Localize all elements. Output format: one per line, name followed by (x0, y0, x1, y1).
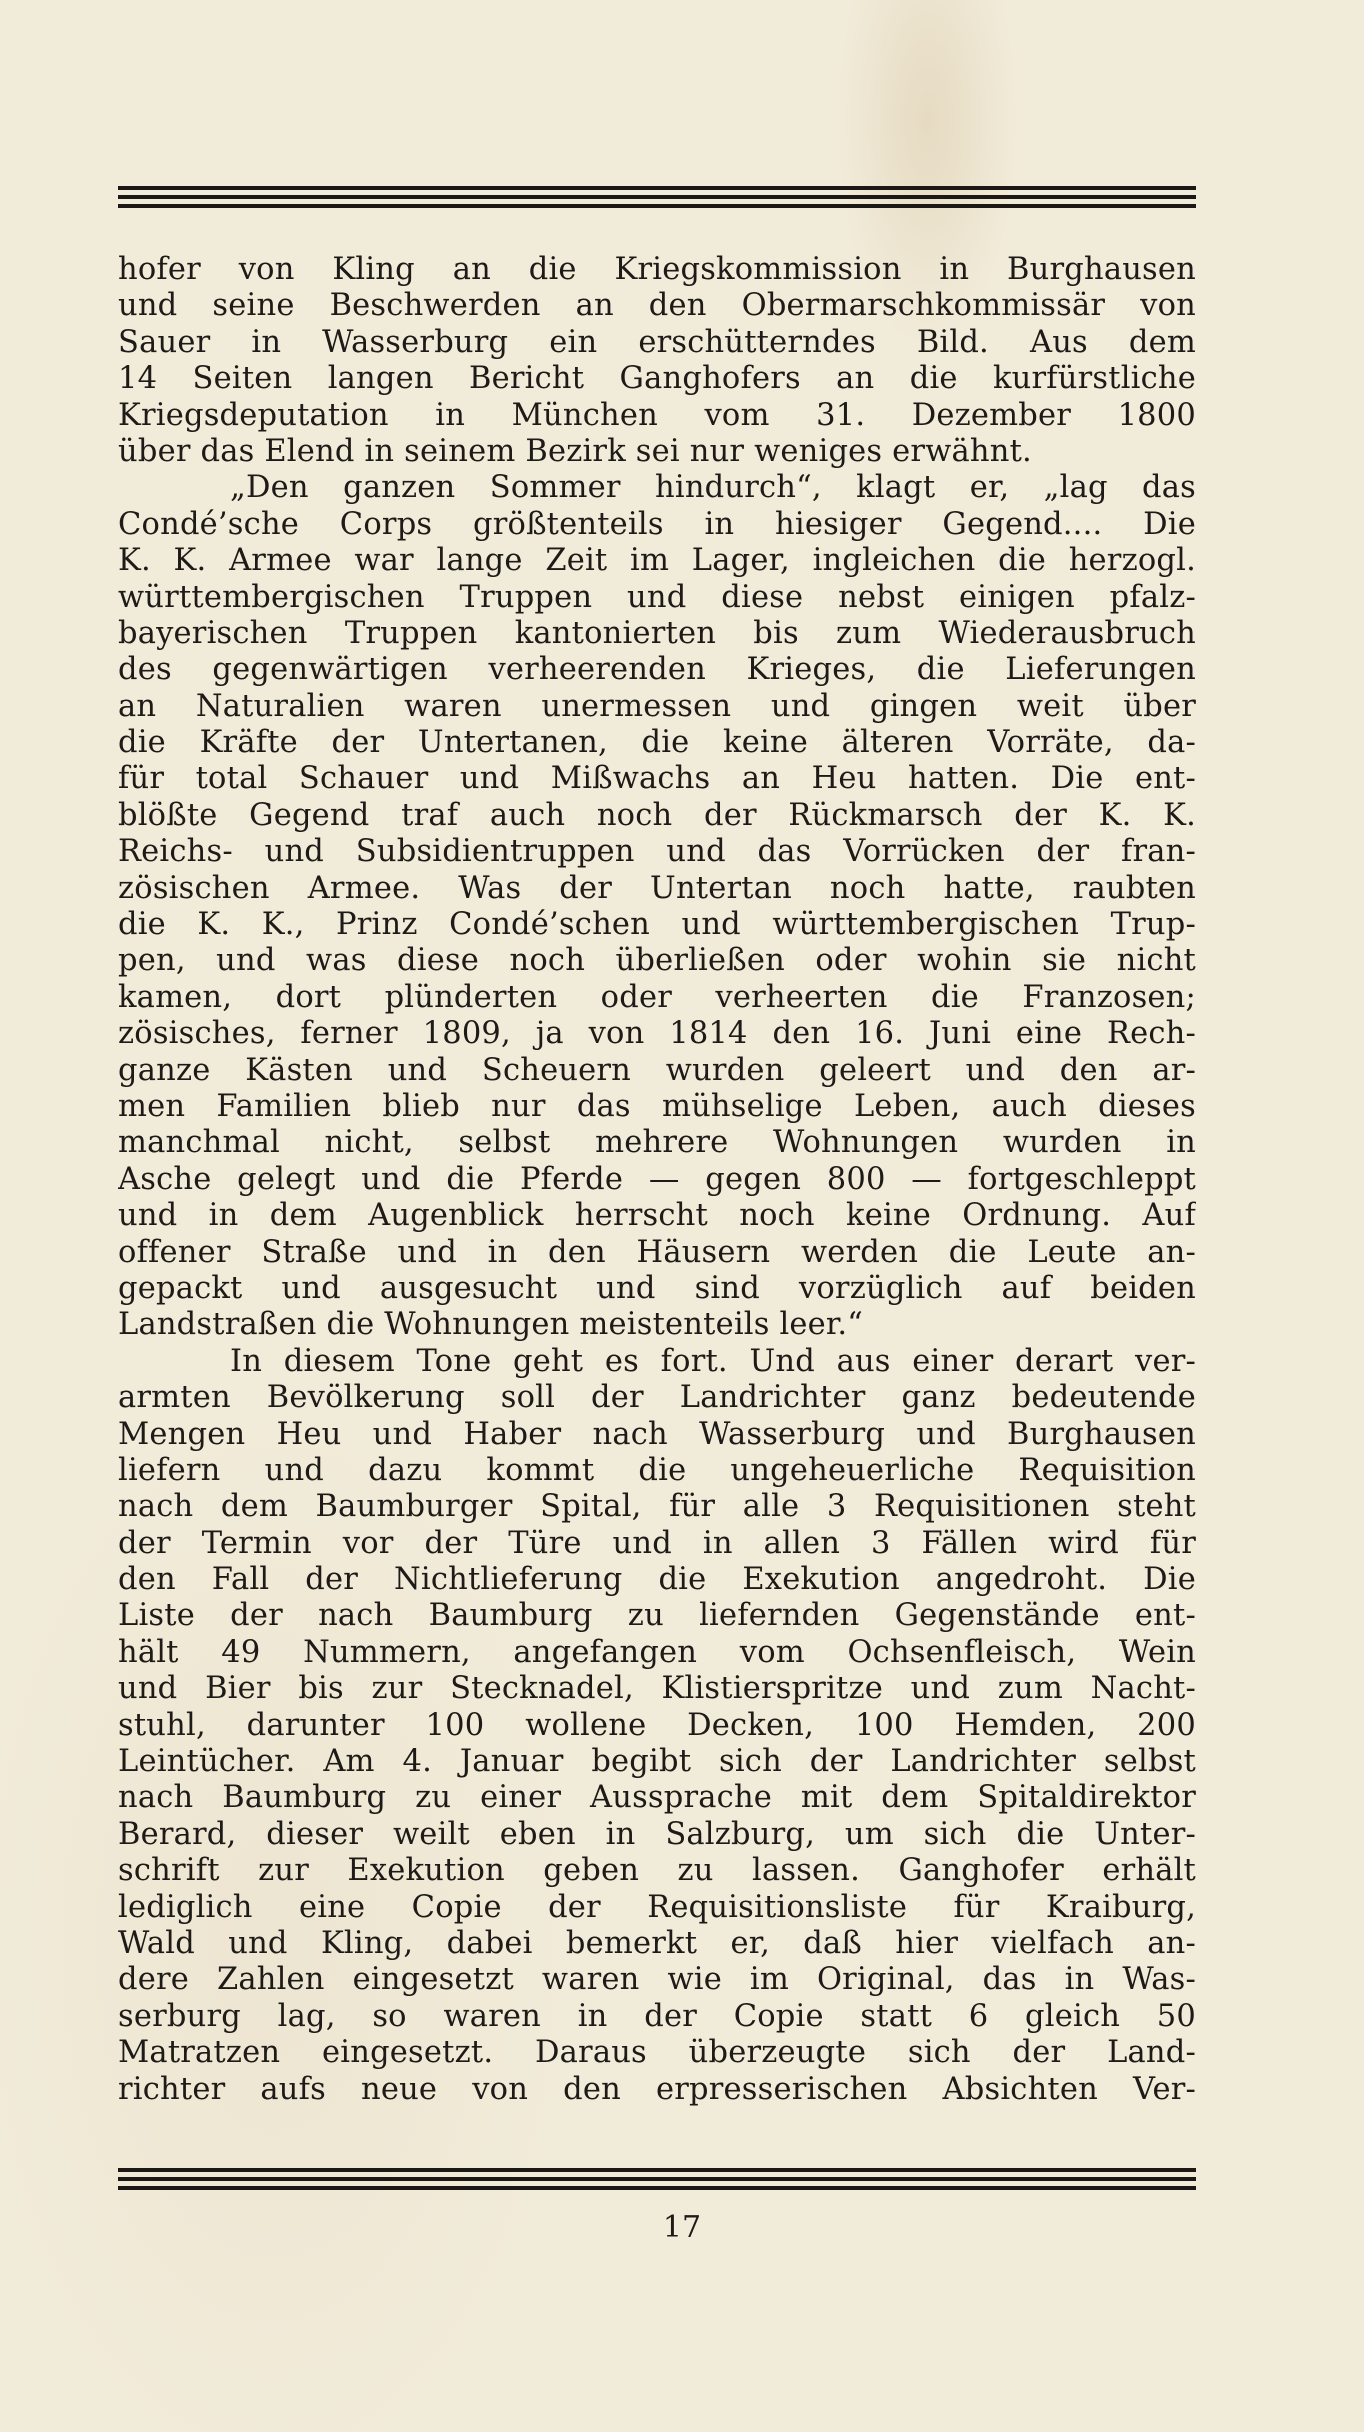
text-line: für total Schauer und Mißwachs an Heu hatten. Die ent- (118, 761, 1196, 797)
text-line: serburg lag, so waren in der Copie statt 6 gleich 50 (118, 1998, 1196, 2034)
text-line: offener Straße und in den Häusern werden die Leute an- (118, 1234, 1196, 1270)
text-line: pen, und was diese noch überließen oder wohin sie nicht (118, 943, 1196, 979)
bottom-rule-line (118, 2168, 1196, 2172)
text-line: In diesem Tone geht es fort. Und aus einer derart ver- (230, 1343, 1196, 1379)
text-line: K. K. Armee war lange Zeit im Lager, ingleichen die herzogl. (118, 543, 1196, 579)
text-line: Leintücher. Am 4. Januar begibt sich der Landrichter selbst (118, 1744, 1196, 1780)
text-line: nach dem Baumburger Spital, für alle 3 Requisitionen steht (118, 1489, 1196, 1525)
bottom-double-rule (118, 2168, 1196, 2195)
page-number: 17 (662, 2210, 702, 2245)
text-line: an Naturalien waren unermessen und gingen weit über (118, 688, 1196, 724)
bottom-rule-line (118, 2177, 1196, 2181)
bottom-rule-line (118, 2186, 1196, 2190)
text-line: den Fall der Nichtlieferung die Exekution angedroht. Die (118, 1562, 1196, 1598)
text-line: und in dem Augenblick herrscht noch keine Ordnung. Auf (118, 1198, 1196, 1234)
text-line: der Termin vor der Türe und in allen 3 Fällen wird für (118, 1525, 1196, 1561)
text-line: nach Baumburg zu einer Aussprache mit dem Spitaldirektor (118, 1780, 1196, 1816)
text-line: und seine Beschwerden an den Obermarschkommissär von (118, 288, 1196, 324)
text-line: Wald und Kling, dabei bemerkt er, daß hier vielfach an- (118, 1925, 1196, 1961)
text-line: stuhl, darunter 100 wollene Decken, 100 Hemden, 200 (118, 1707, 1196, 1743)
text-line: kamen, dort plünderten oder verheerten die Franzosen; (118, 979, 1196, 1015)
text-line: die K. K., Prinz Condé’schen und württembergischen Trup- (118, 907, 1196, 943)
text-line: richter aufs neue von den erpresserischen Absichten Ver- (118, 2071, 1196, 2107)
text-line: dere Zahlen eingesetzt waren wie im Original, das in Was- (118, 1962, 1196, 1998)
text-line: die Kräfte der Untertanen, die keine älteren Vorräte, da- (118, 725, 1196, 761)
text-line: Condé’sche Corps größtenteils in hiesiger Gegend.... Die (118, 506, 1196, 542)
text-line: zösisches, ferner 1809, ja von 1814 den 16. Juni eine Rech- (118, 1016, 1196, 1052)
text-line: manchmal nicht, selbst mehrere Wohnungen wurden in (118, 1125, 1196, 1161)
text-line: zösischen Armee. Was der Untertan noch hatte, raubten (118, 870, 1196, 906)
text-line: gepackt und ausgesucht und sind vorzüglich auf beiden (118, 1270, 1196, 1306)
text-line: Asche gelegt und die Pferde — gegen 800 — fortgeschleppt (118, 1161, 1196, 1197)
text-line: über das Elend in seinem Bezirk sei nur weniges erwähnt. (118, 433, 1032, 469)
text-line: Berard, dieser weilt eben in Salzburg, um sich die Unter- (118, 1816, 1196, 1852)
text-line: blößte Gegend traf auch noch der Rückmarsch der K. K. (118, 797, 1196, 833)
text-line: bayerischen Truppen kantonierten bis zum Wiederausbruch (118, 615, 1196, 651)
text-line: württembergischen Truppen und diese nebst einigen pfalz- (118, 579, 1196, 615)
text-line: Landstraßen die Wohnungen meistenteils leer.“ (118, 1307, 864, 1343)
body-text (118, 252, 1196, 2108)
top-rule-line (118, 204, 1196, 208)
text-line: Liste der nach Baumburg zu liefernden Gegenstände ent- (118, 1598, 1196, 1634)
text-line: „Den ganzen Sommer hindurch“, klagt er, „lag das (230, 470, 1196, 506)
text-line: hält 49 Nummern, angefangen vom Ochsenfleisch, Wein (118, 1634, 1196, 1670)
text-line: armten Bevölkerung soll der Landrichter ganz bedeutende (118, 1380, 1196, 1416)
text-line: Sauer in Wasserburg ein erschütterndes Bild. Aus dem (118, 324, 1196, 360)
text-line: Reichs- und Subsidientruppen und das Vorrücken der fran- (118, 834, 1196, 870)
text-line: Kriegsdeputation in München vom 31. Dezember 1800 (118, 397, 1196, 433)
text-line: lediglich eine Copie der Requisitionsliste für Kraiburg, (118, 1889, 1196, 1925)
text-line: des gegenwärtigen verheerenden Krieges, die Lieferungen (118, 652, 1196, 688)
text-line: ganze Kästen und Scheuern wurden geleert und den ar- (118, 1052, 1196, 1088)
text-line: 14 Seiten langen Bericht Ganghofers an die kurfürstliche (118, 361, 1196, 397)
top-rule-line (118, 195, 1196, 199)
text-line: hofer von Kling an die Kriegskommission in Burghausen (118, 252, 1196, 287)
text-line: schrift zur Exekution geben zu lassen. Ganghofer erhält (118, 1853, 1196, 1889)
text-line: Matratzen eingesetzt. Daraus überzeugte sich der Land- (118, 2035, 1196, 2071)
text-line: liefern und dazu kommt die ungeheuerliche Requisition (118, 1452, 1196, 1488)
top-double-rule (118, 186, 1196, 213)
top-rule-line (118, 186, 1196, 190)
text-line: men Familien blieb nur das mühselige Leben, auch dieses (118, 1088, 1196, 1124)
text-line: und Bier bis zur Stecknadel, Klistierspritze und zum Nacht- (118, 1671, 1196, 1707)
text-line: Mengen Heu und Haber nach Wasserburg und Burghausen (118, 1416, 1196, 1452)
